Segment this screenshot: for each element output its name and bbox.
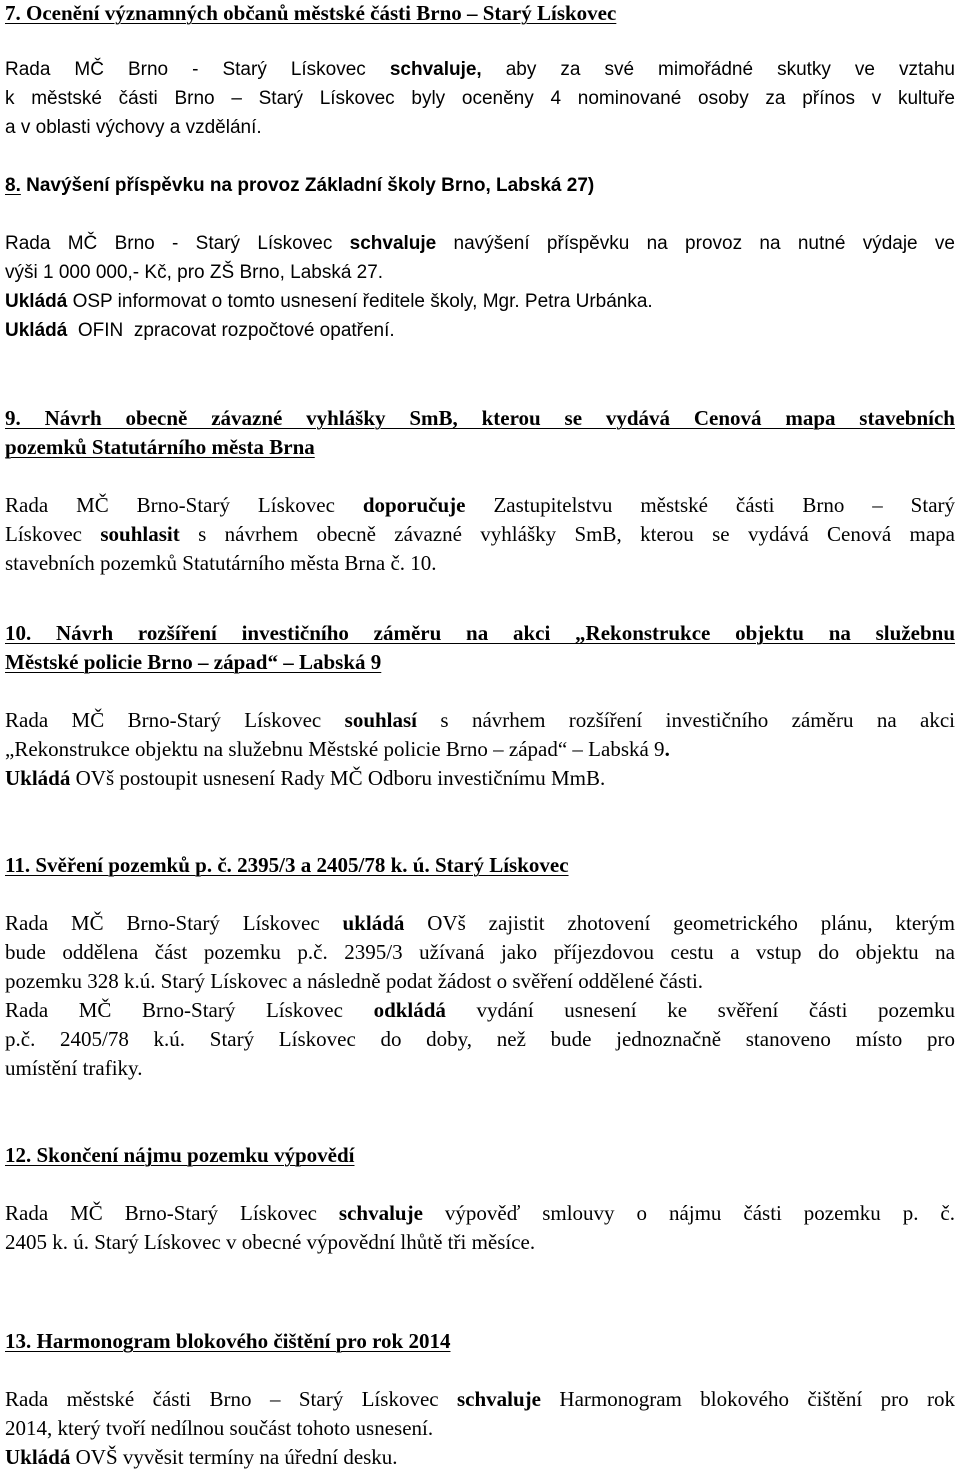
section-12-line-1: [5, 1200, 955, 1226]
section-10-heading-line-1: 10. Návrh rozšíření investičního záměru na akci „Rekonstrukce objektu na služebnu: [5, 621, 955, 645]
text-run: Harmonogram blokového čištění pro rok: [541, 1387, 955, 1411]
text-run: Zastupitelstvu městské části Brno – Starý: [465, 493, 955, 517]
text-run: OFIN zpracovat rozpočtové opatření.: [67, 320, 395, 341]
text-run: OVš postoupit usnesení Rady MČ Odboru investičnímu MmB.: [70, 766, 606, 790]
section-9-line-3: stavebních pozemků Statutárního města Brna č. 10.: [5, 551, 437, 575]
text-run: vydání usnesení ke svěření části pozemku: [445, 998, 955, 1022]
text-run: Rada MČ Brno-Starý Lískovec: [5, 708, 345, 732]
section-8-line-3: [5, 289, 955, 315]
text-run: s návrhem rozšíření investičního záměru na akci: [417, 708, 955, 732]
section-7-line-2: k městské části Brno – Starý Lískovec byly oceněny 4 nominované osoby za přínos v kultuře: [5, 88, 955, 109]
text-run: OVŠ vyvěsit termíny na úřední desku.: [70, 1445, 398, 1469]
section-9-heading-line-1: 9. Návrh obecně závazné vyhlášky SmB, kterou se vydává Cenová mapa stavebních: [5, 406, 955, 430]
section-8-line-2: výši 1 000 000,- Kč, pro ZŠ Brno, Labská 27.: [5, 262, 384, 283]
text-run: Rada MČ Brno-Starý Lískovec: [5, 493, 363, 517]
section-10-line-1: [5, 707, 955, 733]
text-run: Ukládá: [5, 1445, 71, 1469]
text-run: Rada městské části Brno – Starý Lískovec: [5, 1387, 457, 1411]
text-run: souhlasit: [100, 522, 180, 546]
text-run: Ukládá: [5, 291, 68, 312]
section-11-line-2: bude oddělena část pozemku p.č. 2395/3 užívaná jako příjezdovou cestu a vstup do objektu na: [5, 940, 955, 964]
text-run: OVš zajistit zhotovení geometrického plánu, kterým: [404, 911, 955, 935]
text-run: Ukládá: [5, 320, 68, 341]
section-11-heading: 11. Svěření pozemků p. č. 2395/3 a 2405/78 k. ú. Starý Lískovec: [5, 853, 569, 877]
section-8-line-1: [5, 231, 955, 257]
text-run: OSP informovat o tomto usnesení ředitele školy, Mgr. Petra Urbánka.: [67, 291, 653, 312]
text-run: Rada MČ Brno - Starý Lískovec: [5, 233, 350, 254]
section-7-heading: 7. Ocenění významných občanů městské části Brno – Starý Lískovec: [5, 1, 617, 25]
text-run: 8.: [5, 175, 21, 196]
text-run: Rada MČ Brno-Starý Lískovec: [5, 911, 343, 935]
section-10-heading-line-2: Městské policie Brno – západ“ – Labská 9: [5, 650, 382, 674]
text-run: schvaluje,: [389, 59, 482, 80]
text-run: ukládá: [342, 911, 405, 935]
section-8-line-4: [5, 318, 955, 344]
text-run: navýšení příspěvku na provoz na nutné výdaje ve: [436, 233, 955, 254]
text-run: s návrhem obecně závazné vyhlášky SmB, kterou se vydává Cenová mapa: [179, 522, 955, 546]
section-13-line-1: [5, 1386, 955, 1412]
text-run: doporučuje: [362, 493, 466, 517]
section-10-line-3: [5, 765, 955, 791]
section-13-line-2: 2014, který tvoří nedílnou součást tohoto usnesení.: [5, 1416, 434, 1440]
section-9-heading-line-2: pozemků Statutárního města Brna: [5, 435, 315, 459]
section-11-line-3: pozemku 328 k.ú. Starý Lískovec a následně podat žádost o svěření oddělené části.: [5, 969, 704, 993]
text-run: schvaluje: [457, 1387, 541, 1411]
section-11-line-1: [5, 910, 955, 936]
section-11-line-5: p.č. 2405/78 k.ú. Starý Lískovec do doby, než bude jednoznačně stanoveno místo pro: [5, 1027, 955, 1051]
text-run: „Rekonstrukce objektu na služebnu Městské policie Brno – západ“ – Labská 9: [5, 737, 665, 761]
section-13-heading: 13. Harmonogram blokového čištění pro rok 2014: [5, 1329, 451, 1353]
section-10-line-2: [5, 736, 955, 762]
text-run: souhlasí: [344, 708, 418, 732]
section-12-line-2: 2405 k. ú. Starý Lískovec v obecné výpovědní lhůtě tři měsíce.: [5, 1230, 536, 1254]
text-run: Ukládá: [5, 766, 71, 790]
text-run: .: [664, 737, 670, 761]
text-run: aby za své mimořádné skutky ve vztahu: [481, 59, 955, 80]
section-11-line-4: [5, 997, 955, 1023]
text-run: odkládá: [373, 998, 446, 1022]
section-8-heading: [5, 173, 955, 199]
text-run: výpověď smlouvy o nájmu části pozemku p. č.: [422, 1201, 955, 1225]
text-run: Rada MČ Brno - Starý Lískovec: [5, 59, 390, 80]
section-7-line-1: [5, 57, 955, 83]
text-run: schvaluje: [338, 1201, 423, 1225]
text-run: Rada MČ Brno-Starý Lískovec: [5, 1201, 339, 1225]
section-7-line-3: a v oblasti výchovy a vzdělání.: [5, 117, 262, 138]
text-run: Lískovec: [5, 522, 101, 546]
section-12-heading: 12. Skončení nájmu pozemku výpovědí: [5, 1143, 355, 1167]
text-run: schvaluje: [349, 233, 437, 254]
text-run: Navýšení příspěvku na provoz Základní školy Brno, Labská 27): [20, 175, 595, 196]
section-9-line-2: [5, 521, 955, 547]
section-11-line-6: umístění trafiky.: [5, 1056, 143, 1080]
text-run: Rada MČ Brno-Starý Lískovec: [5, 998, 374, 1022]
section-13-line-3: [5, 1444, 955, 1470]
section-9-line-1: [5, 492, 955, 518]
